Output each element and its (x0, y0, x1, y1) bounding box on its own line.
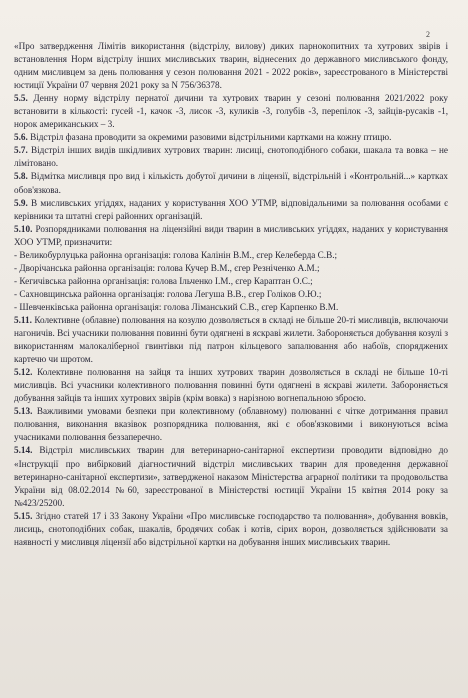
paragraph-text: Важливими умовами безпеки при колективному (облавному) полюванні є чітке дотримання правил полювання, виконання вказівок розпорядника полювання, які є обов'язковими і виконуються всіма учасниками полювання беззаперечно. (14, 406, 449, 443)
paragraph-number: 5.9. (14, 197, 28, 208)
paragraph-text: Відстріл мисливських тварин для ветеринарно-санітарної експертизи проводити відповідно до «Інструкції про вибірковий діагностичний відстріл мисливських тварин для проведення державної ветеринарно-санітарної експертизи», затвердженої наказом Міністерства аграрної політики та продовольства України від 08.02.2014 №60, зареєстрованої в Міністерстві юстиції України 15 квітня 2014 року за №423/25200. (14, 445, 448, 508)
paragraph-text: В мисливських угіддях, наданих у користування ХОО УТМР, відповідальними за полювання особами є керівники та штатні єгері районних організацій. (14, 197, 449, 221)
paragraph-text: Колективне (облавне) полювання на козулю дозволяється в складі не більше 20-ті мисливців, включаючи нагоничів. Всі учасники полювання повинні бути одягнені в яскраві жилети. Забороняється добування козулі з використанням малокаліберної гвинтівки під патрон кільцевого запалювання або набоїв, споряджених картечю чи шротом. (14, 314, 448, 365)
paragraph-number: 5.6. (14, 132, 28, 143)
paragraph-5-14 (14, 444, 448, 509)
paragraph-5-10 (14, 223, 448, 249)
paragraph-5-7 (14, 144, 448, 170)
paragraph-text: Розпорядниками полювання на ліцензійні види тварин в мисливських угіддях, наданих у користування ХОО УТМР, призначити: (14, 223, 449, 247)
paragraph-5-15 (14, 510, 448, 549)
paragraph-number: 5.11. (14, 314, 32, 325)
paragraph-number: 5.15. (14, 510, 33, 521)
list-item: - Дворічанська районна організація: голова Кучер В.М., єгер Резніченко А.М.; (14, 262, 320, 273)
paragraph-number: 5.5. (14, 93, 28, 104)
paragraph-5-9 (14, 197, 448, 223)
paragraph-number: 5.12. (14, 367, 33, 378)
paragraph-text: «Про затвердження Лімітів використання (відстрілу, вилову) диких парнокопитних та хутрових звірів і встановлення Норм відстрілу інших мисливських тварин, віднесених до державного мисливського фонду, одним мисливцем за день полювання у сезон полювання 2021 - 2022 років», зареєстрованого в Міністерстві юстиції України 07 червня 2021 року за N 756/36378. (14, 41, 448, 91)
paragraph-intro (14, 40, 448, 92)
paragraph-5-12 (14, 366, 448, 405)
paragraph-5-11 (14, 314, 448, 366)
paragraph-5-13 (14, 405, 448, 444)
list-item: - Сахновщинська районна організація: голова Легуша В.В., єгер Голіков О.Ю.; (14, 288, 322, 299)
paragraph-number: 5.8. (14, 171, 28, 182)
paragraph-text: Відмітка мисливця про вид і кількість добутої дичини в ліцензії, відстрільній і «Контрольній...» картках обов'язкова. (14, 171, 449, 195)
paragraph-number: 5.14. (14, 445, 33, 456)
paragraph-text: Денну норму відстрілу пернатої дичини та хутрових тварин у сезоні полювання 2021/2022 року встановити в кількості: гусей -1, качок -3, лисок -3, куликів -3, голубів -3, перепілок -3, зайців-русаків -1, норок американських – 3. (14, 93, 449, 130)
paragraph-5-5 (14, 92, 448, 131)
paragraph-number: 5.10. (14, 223, 33, 234)
list-item: - Кегичівська районна організація: голова Ільченко І.М., єгер Караптан О.С.; (14, 275, 313, 286)
list-item: - Великобурлуцька районна організація: голова Калінін В.М., єгер Келеберда С.В.; (14, 249, 338, 260)
paragraph-5-8 (14, 170, 448, 196)
paragraph-5-6 (14, 131, 448, 144)
document-body (14, 40, 448, 549)
page-number: 2 (426, 30, 430, 39)
paragraph-number: 5.13. (14, 406, 33, 417)
paragraph-text: Відстріл інших видів шкідливих хутрових тварин: лисиці, єнотоподібного собаки, шакала та вовка – не лімітовано. (14, 145, 449, 169)
paragraph-number: 5.7. (14, 145, 28, 156)
list-item: - Шевченківська районна організація: голова Ліманський С.В., єгер Карпенко В.М. (14, 301, 339, 312)
paragraph-text: Згідно статей 17 і 33 Закону України «Про мисливське господарство та полювання», добування вовків, лисиць, єнотоподібних собак, шакалів, бродячих собак і котів, сірих ворон, дозволяється здійснювати за наявності у мисливця ліцензії або відстрільної картки на добування інших мисливських тварин. (14, 510, 449, 547)
organizers-list (14, 249, 448, 314)
paragraph-text: Колективне полювання на зайця та інших хутрових тварин дозволяється в складі не більше 10-ті мисливців. Всі учасники колективного полювання повинні бути одягнені в яскраві жилети. Забороняється добування зайців та інших хутрових звірів (крім вовка) з нарізною вогнепальною зброєю. (14, 367, 448, 404)
paragraph-text: Відстріл фазана проводити за окремими разовими відстрільними картками на кожну птицю. (30, 132, 392, 143)
